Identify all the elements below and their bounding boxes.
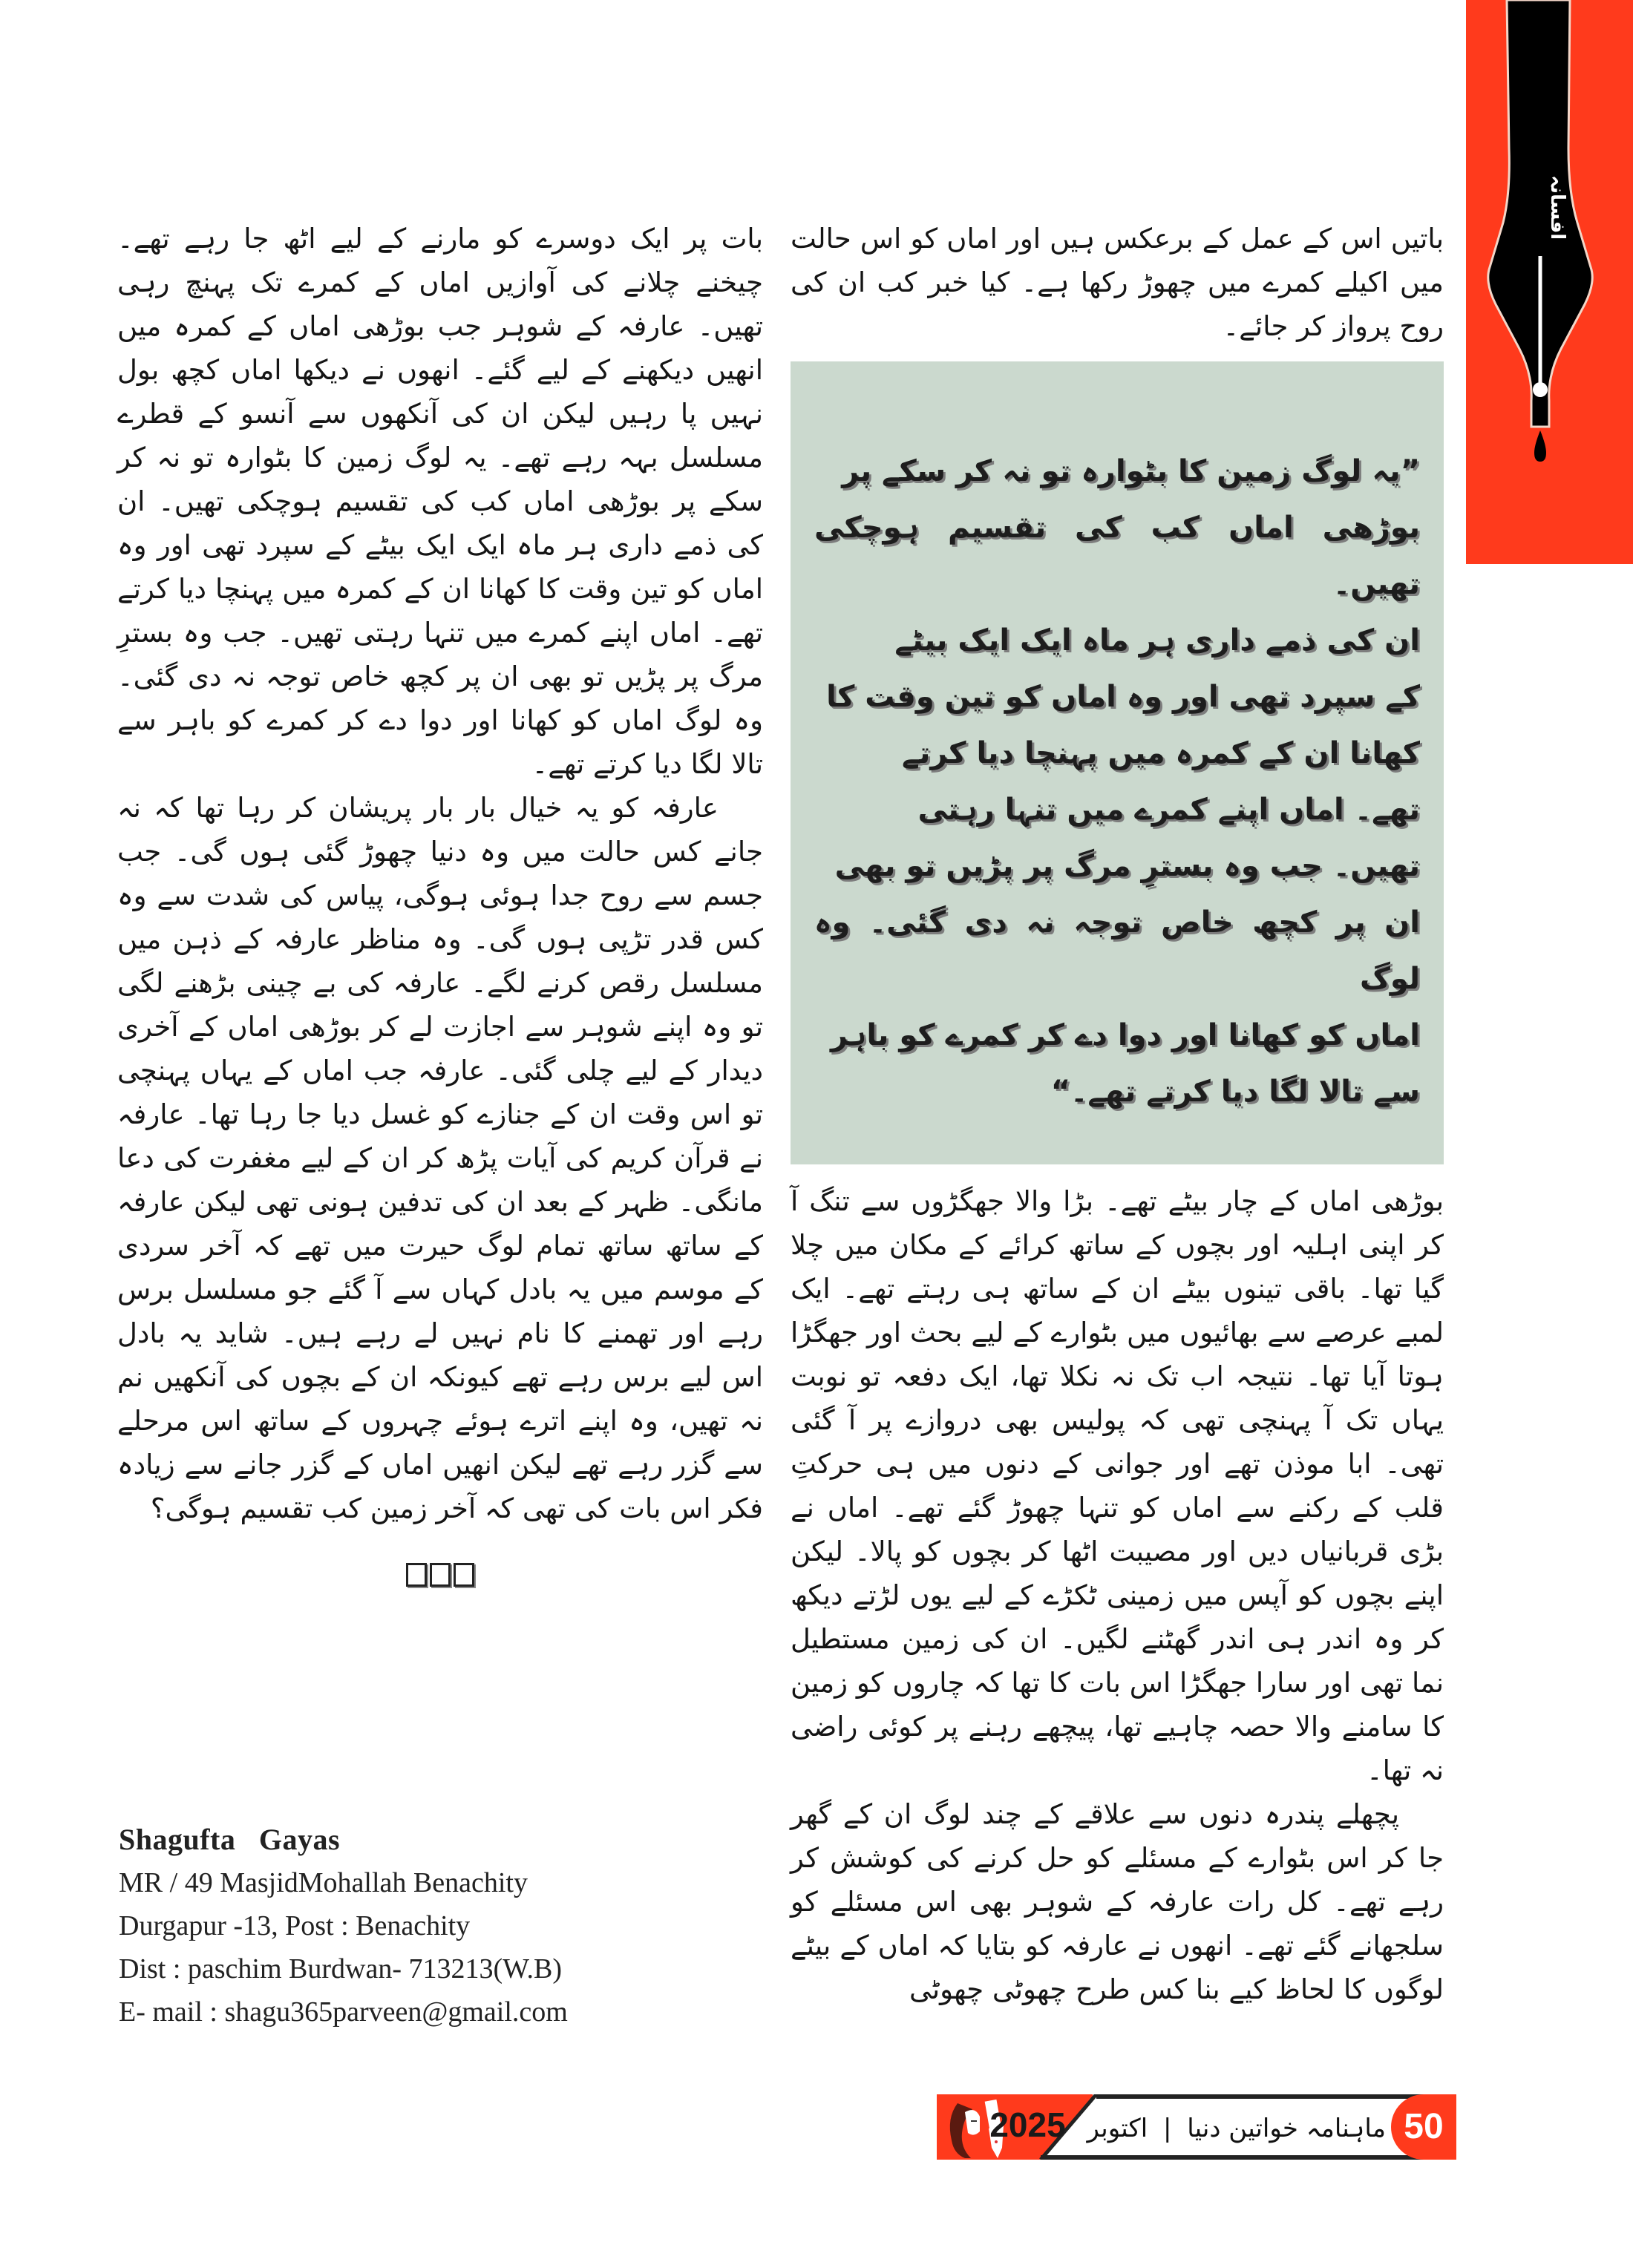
pull-quote-line: ”یہ لوگ زمین کا بٹوارہ تو نہ کر سکے پر [842,454,1420,488]
body-paragraph: عارفہ کو یہ خیال بار بار پریشان کر رہا تھا کہ نہ جانے کس حالت میں وہ دنیا چھوڑ گئی ہوں گی۔ جب جسم سے روح جدا ہوئی ہوگی، پیاس کی شدت سے وہ کس قدر تڑپی ہوں گی۔ وہ مناظر عارفہ کے ذہن میں مسلسل رقص کرنے لگے۔ عارفہ کی بے چینی بڑھنے لگی تو وہ اپنے شوہر سے اجازت لے کر بوڑھی اماں کے آخری دیدار کے لیے چلی گئی۔ عارفہ جب اماں کے یہاں پہنچی تو اس وقت ان کے جنازے کو غسل دیا جا رہا تھا۔ عارفہ نے قرآن کریم کی آیات پڑھ کر ان کے لیے مغفرت کی دعا مانگی۔ ظہر کے بعد ان کی تدفین ہونی تھی لیکن عارفہ کے ساتھ ساتھ تمام لوگ حیرت میں تھے کہ آخر سردی کے موسم میں یہ بادل کہاں سے آ گئے جو مسلسل برس رہے اور تھمنے کا نام نہیں لے رہے ہیں۔ شاید یہ بادل اس لیے برس رہے تھے کیونکہ ان کے بچوں کی آنکھیں نم نہ تھیں، وہ اپنے اترے ہوئے چہروں کے ساتھ اس مرحلے سے گزر رہے تھے لیکن انھیں اماں کے گزر جانے سے زیادہ فکر اس بات کی تھی کہ آخر زمین کب تقسیم ہوگی؟ [117,792,763,1524]
address-line: Durgapur -13, Post : Benachity [119,1910,471,1941]
page-number: 50 [1391,2094,1456,2160]
author-byline [119,1818,568,2033]
article-column-left [117,217,763,1613]
article-column-right [791,217,1444,2011]
end-square-icon [430,1563,451,1587]
end-square-icon [406,1563,427,1587]
pull-quote-line: تھے۔ اماں اپنے کمرے میں تنہا رہتی [917,793,1420,827]
pull-quote-line: تھیں۔ جب وہ بسترِ مرگ پر پڑیں تو بھی [834,849,1420,883]
section-tab-label: افسانہ [1546,175,1568,240]
body-paragraph: بات پر ایک دوسرے کو مارنے کے لیے اٹھ جا رہے تھے۔ چیخنے چلانے کی آوازیں اماں کے کمرے تک پہنچ رہی تھیں۔ عارفہ کے شوہر جب بوڑھی اماں کے کمرہ میں انھیں دیکھنے کے لیے گئے۔ انھوں نے دیکھا اماں کچھ بول نہیں پا رہیں لیکن ان کی آنکھوں سے آنسو کے قطرے مسلسل بہہ رہے تھے۔ یہ لوگ زمین کا بٹوارہ تو نہ کر سکے پر بوڑھی اماں کب کی تقسیم ہوچکی تھیں۔ ان کی ذمے داری ہر ماہ ایک ایک بیٹے کے سپرد تھی اور وہ اماں کو تین وقت کا کھانا ان کے کمرہ میں پہنچا دیا کرتے تھے۔ اماں اپنے کمرے میں تنہا رہتی تھیں۔ جب وہ بسترِ مرگ پر پڑیں تو بھی ان پر کچھ خاص توجہ نہ دی گئی۔ وہ لوگ اماں کو کھانا اور دوا دے کر کمرے کو باہر سے تالا لگا دیا کرتے تھے۔ [117,223,763,780]
section-tab [1466,0,1633,564]
end-square-icon [454,1563,474,1587]
pull-quote-line: اماں کو کھانا اور دوا دے کر کمرے کو باہر [831,1018,1420,1052]
address-line: Dist : paschim Burdwan- 713213(W.B) [119,1953,563,1984]
author-name: Shagufta Gayas [119,1823,341,1856]
pull-quote-line: بوڑھی اماں کب کی تقسیم ہوچکی تھیں۔ [814,511,1420,601]
pull-quote-line: کھانا ان کے کمرہ میں پہنچا دیا کرتے [901,736,1420,770]
pull-quote-line: ان کی ذمے داری ہر ماہ ایک ایک بیٹے [894,623,1420,658]
body-paragraph: بوڑھی اماں کے چار بیٹے تھے۔ بڑا والا جھگڑوں سے تنگ آ کر اپنی اہلیہ اور بچوں کے ساتھ کرائے کے مکان میں چلا گیا تھا۔ باقی تینوں بیٹے ان کے ساتھ ہی رہتے تھے۔ ایک لمبے عرصے سے بھائیوں میں بٹوارے کے لیے بحث اور جھگڑا ہوتا آیا تھا۔ نتیجہ اب تک نہ نکلا تھا، ایک دفعہ تو نوبت یہاں تک آ پہنچی تھی کہ پولیس بھی دروازے پر آ گئی تھی۔ ابا موذن تھے اور جوانی کے دنوں میں ہی حرکتِ قلب کے رکنے سے اماں کو تنہا چھوڑ گئے تھے۔ اماں نے بڑی قربانیاں دیں اور مصیبت اٹھا کر بچوں کو پالا۔ لیکن اپنے بچوں کو آپس میں زمینی ٹکڑے کے لیے یوں لڑتے دیکھ کر وہ اندر ہی اندر گھٹنے لگیں۔ ان کی زمین مستطیل نما تھی اور سارا جھگڑا اس بات کا تھا کہ چاروں کو زمین کا سامنے والا حصہ چاہیے تھا، پیچھے رہنے پر کوئی راضی نہ تھا۔ [791,1185,1444,1786]
footer-banner [937,2085,1456,2160]
body-paragraph: پچھلے پندرہ دنوں سے علاقے کے چند لوگ ان کے گھر جا کر اس بٹوارے کے مسئلے کو حل کرنے کی کوشش کر رہے تھے۔ کل رات عارفہ کے شوہر بھی اس مسئلے کو سلجھانے گئے تھے۔ انھوں نے عارفہ کو بتایا کہ اماں کے بیٹے لوگوں کا لحاظ کیے بنا کس طرح چھوٹی چھوٹی [791,1798,1444,2005]
story-end-marks [117,1556,763,1599]
pull-quote [791,361,1444,1164]
issue-year: 2025 [989,2105,1066,2144]
magazine-title: ماہنامہ خواتین دنیا [1187,2114,1386,2143]
pull-quote-line: سے تالا لگا دیا کرتے تھے۔“ [1050,1075,1420,1109]
footer-title [989,2106,1386,2147]
title-separator: | [1163,2114,1172,2143]
address-line: MR / 49 MasjidMohallah Benachity [119,1867,528,1898]
opening-paragraph: باتیں اس کے عمل کے برعکس ہیں اور اماں کو اس حالت میں اکیلے کمرے میں چھوڑ رکھا ہے۔ کیا خبر کب ان کی روح پرواز کر جائے۔ [791,223,1444,342]
fountain-pen-nib-icon [1466,0,1633,564]
pull-quote-line: ان پر کچھ خاص توجہ نہ دی گئی۔ وہ لوگ [814,905,1420,996]
issue-month: اکتوبر [1087,2114,1148,2143]
author-email: E- mail : shagu365parveen@gmail.com [119,1996,568,2028]
pull-quote-line: کے سپرد تھی اور وہ اماں کو تین وقت کا [826,680,1420,714]
